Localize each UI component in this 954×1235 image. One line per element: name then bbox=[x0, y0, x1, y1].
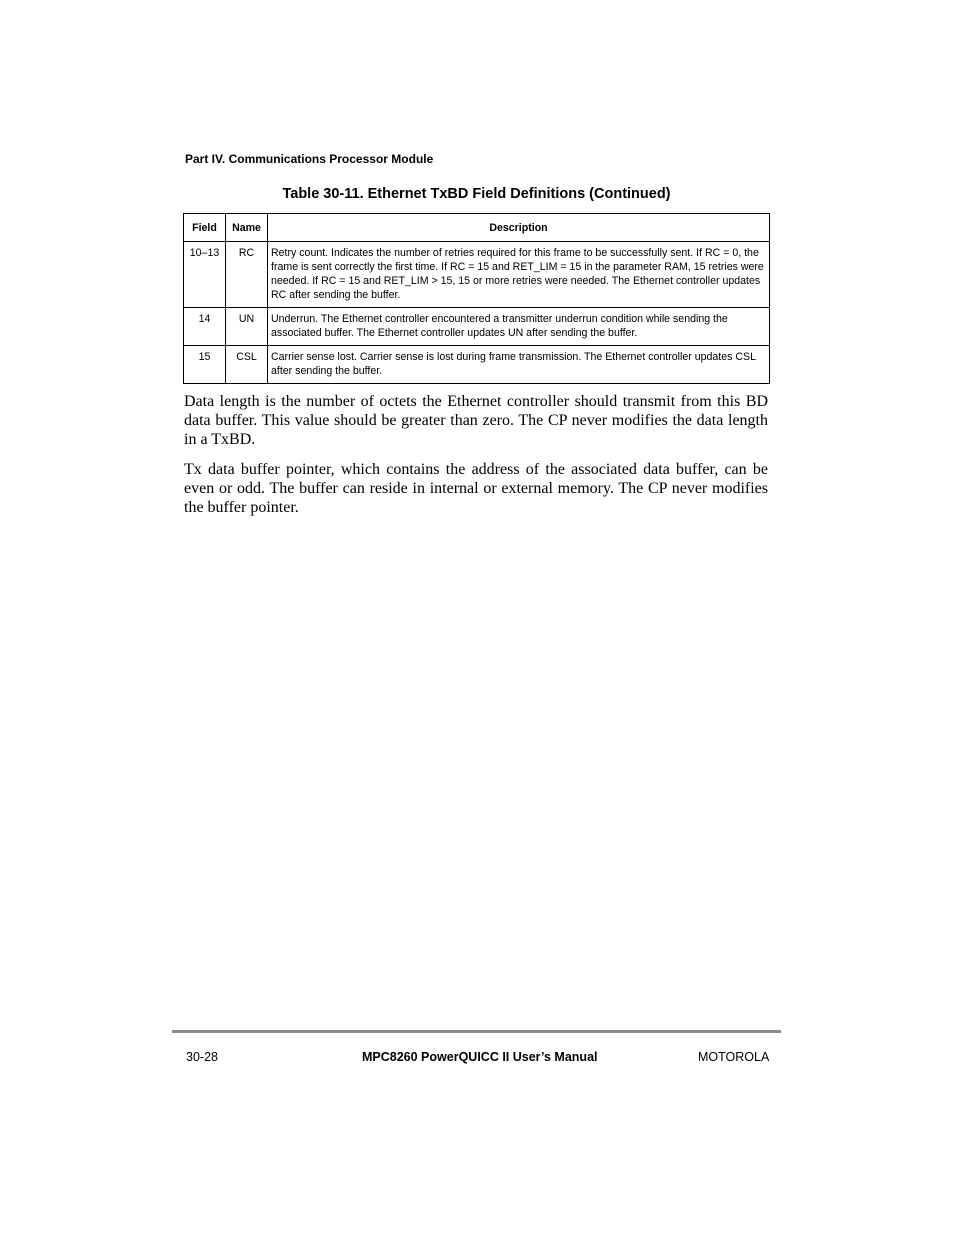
company-name: MOTOROLA bbox=[698, 1050, 770, 1064]
column-header-description: Description bbox=[268, 214, 770, 242]
footer-divider bbox=[172, 1030, 781, 1033]
cell-name: RC bbox=[226, 242, 268, 308]
column-header-name: Name bbox=[226, 214, 268, 242]
cell-field: 10–13 bbox=[184, 242, 226, 308]
table-title: Table 30-11. Ethernet TxBD Field Definitions (Continued) bbox=[282, 186, 671, 202]
paragraph-buffer-pointer: Tx data buffer pointer, which contains the address of the associated data buffer, can be even or odd. The buffer can reside in internal or external memory. The CP never modifies the buffer pointer. bbox=[184, 461, 768, 516]
table-row bbox=[184, 308, 770, 346]
field-definitions-table bbox=[183, 213, 770, 384]
cell-field: 14 bbox=[184, 308, 226, 346]
cell-description: Underrun. The Ethernet controller encountered a transmitter underrun condition while sending the associated buffer. The Ethernet controller updates UN after sending the buffer. bbox=[268, 308, 770, 346]
table-row bbox=[184, 346, 770, 384]
cell-description: Retry count. Indicates the number of retries required for this frame to be successfully sent. If RC = 0, the frame is sent correctly the first time. If RC = 15 and RET_LIM = 15 in the parameter RAM, 15 retries were needed. If RC = 15 and RET_LIM > 15, 15 or more retries were needed. The Ethernet controller updates RC after sending the buffer. bbox=[268, 242, 770, 308]
column-header-field: Field bbox=[184, 214, 226, 242]
paragraph-data-length: Data length is the number of octets the Ethernet controller should transmit from this BD data buffer. This value should be greater than zero. The CP never modifies the data length in a TxBD. bbox=[184, 393, 768, 448]
cell-field: 15 bbox=[184, 346, 226, 384]
table-header-row bbox=[184, 214, 770, 242]
cell-name: UN bbox=[226, 308, 268, 346]
page-number: 30-28 bbox=[186, 1050, 218, 1064]
cell-description: Carrier sense lost. Carrier sense is lost during frame transmission. The Ethernet controller updates CSL after sending the buffer. bbox=[268, 346, 770, 384]
table-row bbox=[184, 242, 770, 308]
running-header: Part IV. Communications Processor Module bbox=[185, 152, 434, 166]
cell-name: CSL bbox=[226, 346, 268, 384]
manual-title: MPC8260 PowerQUICC II User’s Manual bbox=[362, 1050, 598, 1064]
